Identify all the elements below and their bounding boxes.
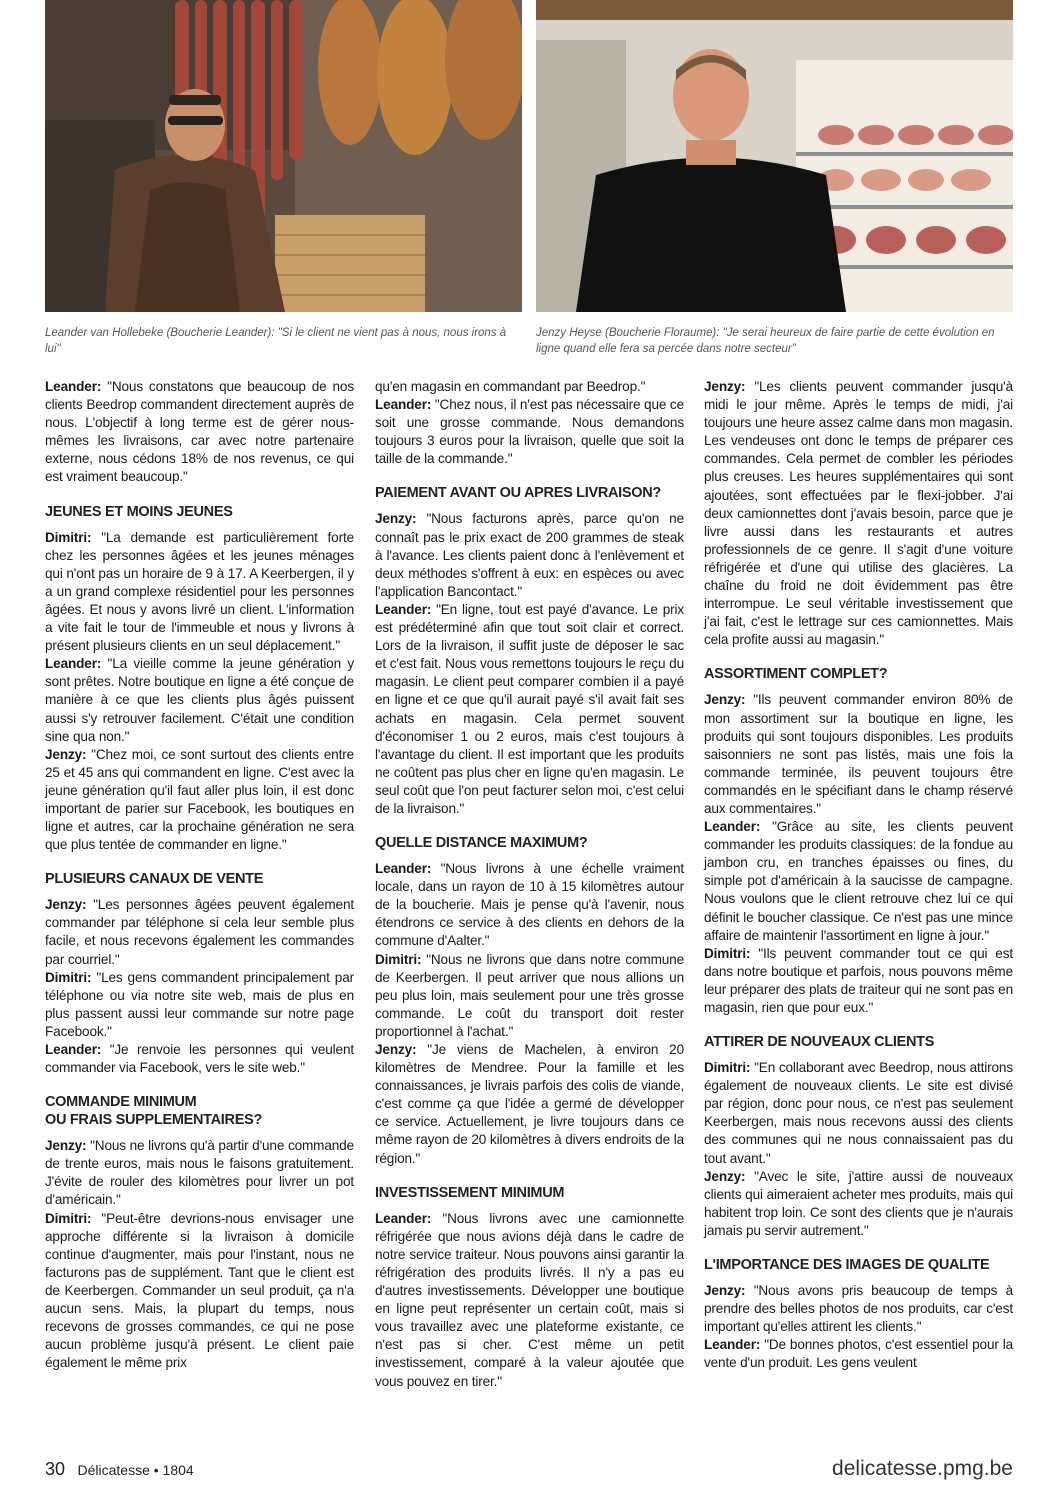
speaker-name: Dimitri: (45, 1210, 92, 1226)
speaker-name: Jenzy: (704, 692, 746, 708)
paragraph (45, 1041, 354, 1077)
butcher-at-deli-counter-photo (536, 0, 1013, 312)
section-heading: ASSORTIMENT COMPLET? (704, 666, 888, 683)
section-heading: PLUSIEURS CANAUX DE VENTE (45, 871, 264, 888)
paragraph-text: "La vieille comme la jeune génération y sont prêtes. Notre boutique en ligne a été conçue de manière à ce que les clients plus âgés puissent aussi s'y retrouver facilement. C'était une condition sine qua non." (45, 656, 354, 744)
paragraph (375, 1210, 684, 1391)
paragraph-text: "Chez nous, il n'est pas nécessaire que ce soit une grosse commande. Nous demandons toujours 3 euros pour la livraison, quelle que soit la taille de la commande." (375, 397, 684, 467)
speaker-name: Dimitri: (375, 951, 422, 967)
paragraph-text: "Chez moi, ce sont surtout des clients entre 25 et 45 ans qui commandent en ligne. C'est avec la jeune génération qu'il faut aller plus loin, il est donc important de parier sur Facebook, les boutiques en ligne et autres, car la prochaine génération ne sera que plus tentée de commander en ligne." (45, 746, 354, 853)
speaker-name: Leander: (375, 397, 432, 413)
paragraph-text: "Nous facturons après, parce qu'on ne connaît pas le prix exact de 200 grammes de steak à l'avance. Les clients paient donc à l'enlèvement et deux méthodes s'offrent à eux: en espèces ou avec l'application Bancontact." (375, 511, 684, 599)
speaker-name: Dimitri: (45, 529, 92, 545)
speaker-name: Leander: (375, 861, 432, 877)
paragraph (375, 860, 684, 950)
section-heading: L'IMPORTANCE DES IMAGES DE QUALITE (704, 1257, 990, 1274)
paragraph-text: "Les personnes âgées peuvent également commander par téléphone si cela leur semble plus facile, et nous recevons également les commandes par courriel." (45, 897, 354, 967)
speaker-name: Jenzy: (45, 897, 87, 913)
paragraph (704, 1282, 1013, 1336)
paragraph-text: "Ils peuvent commander environ 80% de mon assortiment sur la boutique en ligne, les produits qui sont toujours disponibles. Les produits saisonniers ne sont pas listés, mais une fois la commande terminée, ils peuvent toujours être commandés en le spécifiant dans le champ réservé aux commentaires." (704, 692, 1013, 816)
paragraph-text: "Nous ne livrons qu'à partir d'une commande de trente euros, mais nous le faisons gratuitement. J'évite de rouler des kilomètres pour livrer un pot d'américain." (45, 1138, 354, 1208)
speaker-name: Leander: (375, 1210, 432, 1226)
paragraph-text: "Je viens de Machelen, à environ 20 kilomètres de Mendree. Pour la famille et les connaissances, je livrais parfois des colis de viande, c'est comme ça que l'idée a germé de développer ce service. Actuellement, je livre toujours dans ce même rayon de 20 kilomètres à divers endroits de la région." (375, 1042, 684, 1166)
paragraph-text: "Je renvoie les personnes qui veulent commander via Facebook, vers le site web." (45, 1042, 354, 1076)
paragraph (704, 1168, 1013, 1240)
paragraph (45, 746, 354, 855)
speaker-name: Jenzy: (704, 1168, 746, 1184)
page-number: 30 (45, 1459, 66, 1479)
paragraph-text: "De bonnes photos, c'est essentiel pour la vente d'un produit. Les gens veulent (704, 1337, 1013, 1371)
paragraph (375, 510, 684, 600)
photo-caption-right: Jenzy Heyse (Boucherie Floraume): "Je serai heureux de faire partie de cette évolution en ligne quand elle fera sa percée dans notre secteur" (536, 327, 995, 355)
paragraph-text: "Nous constatons que beaucoup de nos clients Beedrop commandent directement auprès de nous. L'objectif à long terme est de gérer nous-mêmes les livraisons, car avec notre partenaire externe, nous cédons 18% de nos revenus, ce qui est vraiment beaucoup." (45, 379, 354, 485)
section-heading: INVESTISSEMENT MINIMUM (375, 1184, 565, 1201)
paragraph (375, 396, 684, 468)
paragraph-text: "Nous avons pris beaucoup de temps à prendre des belles photos de nos produits, car c'est important qu'elles attirent les clients." (704, 1283, 1013, 1335)
paragraph-text: "Les clients peuvent commander jusqu'à midi le jour même. Après le temps de midi, j'ai toujours une heure assez calme dans mon magasin. Les vendeuses ont donc le temps de préparer ces commandes. Cela permet de combler les périodes plus creuses. Les heures supplémentaires qui sont ajoutées, sont effectuées par le flexi-jobber. J'ai deux camionnettes dont j'avais besoin, parce que je livre aussi dans les restaurants et autres professionnels de ce genre. Il s'agit d'une voiture réfrigérée et d'une qui utilise des glacières. La chaîne du froid ne doit évidemment pas être interrompue. Le seul véritable investissement que j'ai fait, c'est le lettrage sur ces camionnettes. Mais cela profite aussi au magasin." (704, 379, 1013, 648)
website-link[interactable]: delicatesse.pmg.be (832, 1457, 1013, 1480)
section-heading: JEUNES ET MOINS JEUNES (45, 503, 233, 520)
paragraph (45, 969, 354, 1041)
paragraph (45, 896, 354, 968)
paragraph (45, 378, 354, 487)
section-heading: ATTIRER DE NOUVEAUX CLIENTS (704, 1034, 935, 1051)
speaker-name: Jenzy: (704, 379, 746, 394)
section-heading: COMMANDE MINIMUM OU FRAIS SUPPLEMENTAIRES? (45, 1094, 262, 1129)
paragraph-text: "La demande est particulièrement forte chez les personnes âgées et les jeunes ménages qui n'ont pas un horaire de 9 à 17. A Keerbergen, il y a un grand complexe résidentiel pour les personnes âgées. Et nous y avons livré un client. L'information a vite fait le tour de l'immeuble et nous y livrons à présent plusieurs clients en un seul déplacement." (45, 529, 354, 654)
speaker-name: Leander: (704, 1337, 761, 1353)
speaker-name: Leander: (45, 1042, 102, 1057)
paragraph-text: "Nous ne livrons que dans notre commune de Keerbergen. Il peut arriver que nous allions un peu plus loin, mais seulement pour une très grosse commande. Le coût du transport doit rester proportionnel à l'achat." (375, 951, 684, 1039)
photo-caption-left: Leander van Hollebeke (Boucherie Leander): "Si le client ne vient pas à nous, nous irons à lui" (45, 327, 507, 355)
speaker-name: Leander: (45, 379, 102, 394)
paragraph (704, 691, 1013, 818)
paragraph (375, 951, 684, 1041)
speaker-name: Jenzy: (45, 746, 87, 762)
paragraph (45, 1137, 354, 1209)
paragraph-text: "Nous livrons à une échelle vraiment locale, dans un rayon de 10 à 15 kilomètres autour de la boucherie. Mais je pense qu'à l'avenir, nous étendrons ce service à des clients en dehors de la commune d'Aalter." (375, 861, 684, 949)
paragraph (45, 1210, 354, 1373)
paragraph (45, 529, 354, 656)
paragraph-text: "Peut-être devrions-nous envisager une approche différente si la livraison à domicile continue d'augmenter, mais pour l'instant, nous ne facturons pas de supplément. Tant que le client est de Keerbergen. Commander un seul produit, ça n'a aucun sens. Mais, la plupart du temps, nous recevons de grosses commandes, ce qui ne pose aucun problème jusqu'à présent. Le client paie également le même prix (45, 1210, 354, 1371)
article-column-1 (45, 378, 354, 1372)
paragraph-text: "Ils peuvent commander tout ce qui est dans notre boutique et parfois, nous pouvons même leur préparer des plats de traiteur qui ne sont pas en magasin, rien que pour eux." (704, 945, 1013, 1015)
paragraph (704, 1059, 1013, 1168)
speaker-name: Jenzy: (704, 1283, 746, 1299)
speaker-name: Dimitri: (704, 945, 751, 961)
paragraph-text: "Grâce au site, les clients peuvent commander les produits classiques: de la fondue au jambon cru, en tranches épaisses ou fines, du simple pot d'américain à la saucisse de campagne. Nous voulons que le client retrouve chez lui ce qui définit le boucher classique. Ce n'est pas une mince affaire de maintenir l'assortiment en ligne à jour." (704, 819, 1013, 943)
magazine-issue: Délicatesse • 1804 (77, 1462, 194, 1478)
paragraph-text: qu'en magasin en commandant par Beedrop." (375, 379, 646, 394)
paragraph-text: "En ligne, tout est payé d'avance. Le prix est prédéterminé afin que tout soit clair et correct. Lors de la livraison, il suffit juste de déposer le sac et c'est fait. Nous vous remettons toujours le reçu du magasin. Le client peut comparer combien il a payé en ligne et ce que qu'il aurait payé s'il avait fait ses achats en magasin. Cela permet souvent d'économiser 1 ou 2 euros, mais c'est toujours à l'avantage du client. Il est important que les produits ne coûtent pas plus cher en ligne qu'en magasin. Le seul coût que l'on peut facturer selon moi, c'est celui de la livraison." (375, 601, 684, 816)
paragraph (375, 1041, 684, 1168)
paragraph (45, 655, 354, 745)
paragraph-text: "En collaborant avec Beedrop, nous attirons également de nouveaux clients. Le site est divisé par région, donc pour nous, ce n'est pas seulement Keerbergen, mais nous recevons aussi des clients des communes qui ne nous connaissaient pas du tout avant." (704, 1060, 1013, 1166)
butcher-with-hanging-hams-photo (45, 0, 522, 312)
speaker-name: Jenzy: (375, 511, 417, 527)
paragraph-text: "Avec le site, j'attire aussi de nouveaux clients qui aimeraient acheter mes produits, mais qui habitent trop loin. Ce sont des clients que je n'aurais jamais pu servir autrement." (704, 1168, 1013, 1238)
article-column-3 (704, 378, 1013, 1373)
section-heading: QUELLE DISTANCE MAXIMUM? (375, 835, 588, 852)
speaker-name: Jenzy: (45, 1138, 87, 1154)
article-column-2 (375, 378, 684, 1391)
speaker-name: Leander: (704, 819, 761, 835)
page-footer-left (45, 1459, 194, 1480)
paragraph (375, 601, 684, 818)
speaker-name: Dimitri: (45, 969, 92, 985)
paragraph-text: "Les gens commandent principalement par téléphone ou via notre site web, mais de plus en plus passent aussi leur commande sur notre page Facebook." (45, 969, 354, 1039)
speaker-name: Leander: (45, 656, 102, 672)
paragraph (704, 818, 1013, 945)
paragraph-text: "Nous livrons avec une camionnette réfrigérée que nous avions déjà dans le cadre de notre service traiteur. Nous pouvons ainsi garantir la réfrigération des produits livrés. Il n'y a pas eu d'autres investissements. Développer une boutique en ligne peut représenter un certain coût, mais si vous travaillez avec une plateforme existante, ce n'est pas si cher. C'est même un petit investissement, comparé à la valeur ajoutée que vous pouvez en tirer." (375, 1210, 684, 1389)
paragraph (704, 1336, 1013, 1372)
paragraph (375, 378, 684, 396)
section-heading: PAIEMENT AVANT OU APRES LIVRAISON? (375, 485, 661, 502)
paragraph (704, 378, 1013, 649)
speaker-name: Dimitri: (704, 1060, 751, 1076)
speaker-name: Jenzy: (375, 1042, 417, 1057)
speaker-name: Leander: (375, 601, 432, 617)
paragraph (704, 945, 1013, 1017)
